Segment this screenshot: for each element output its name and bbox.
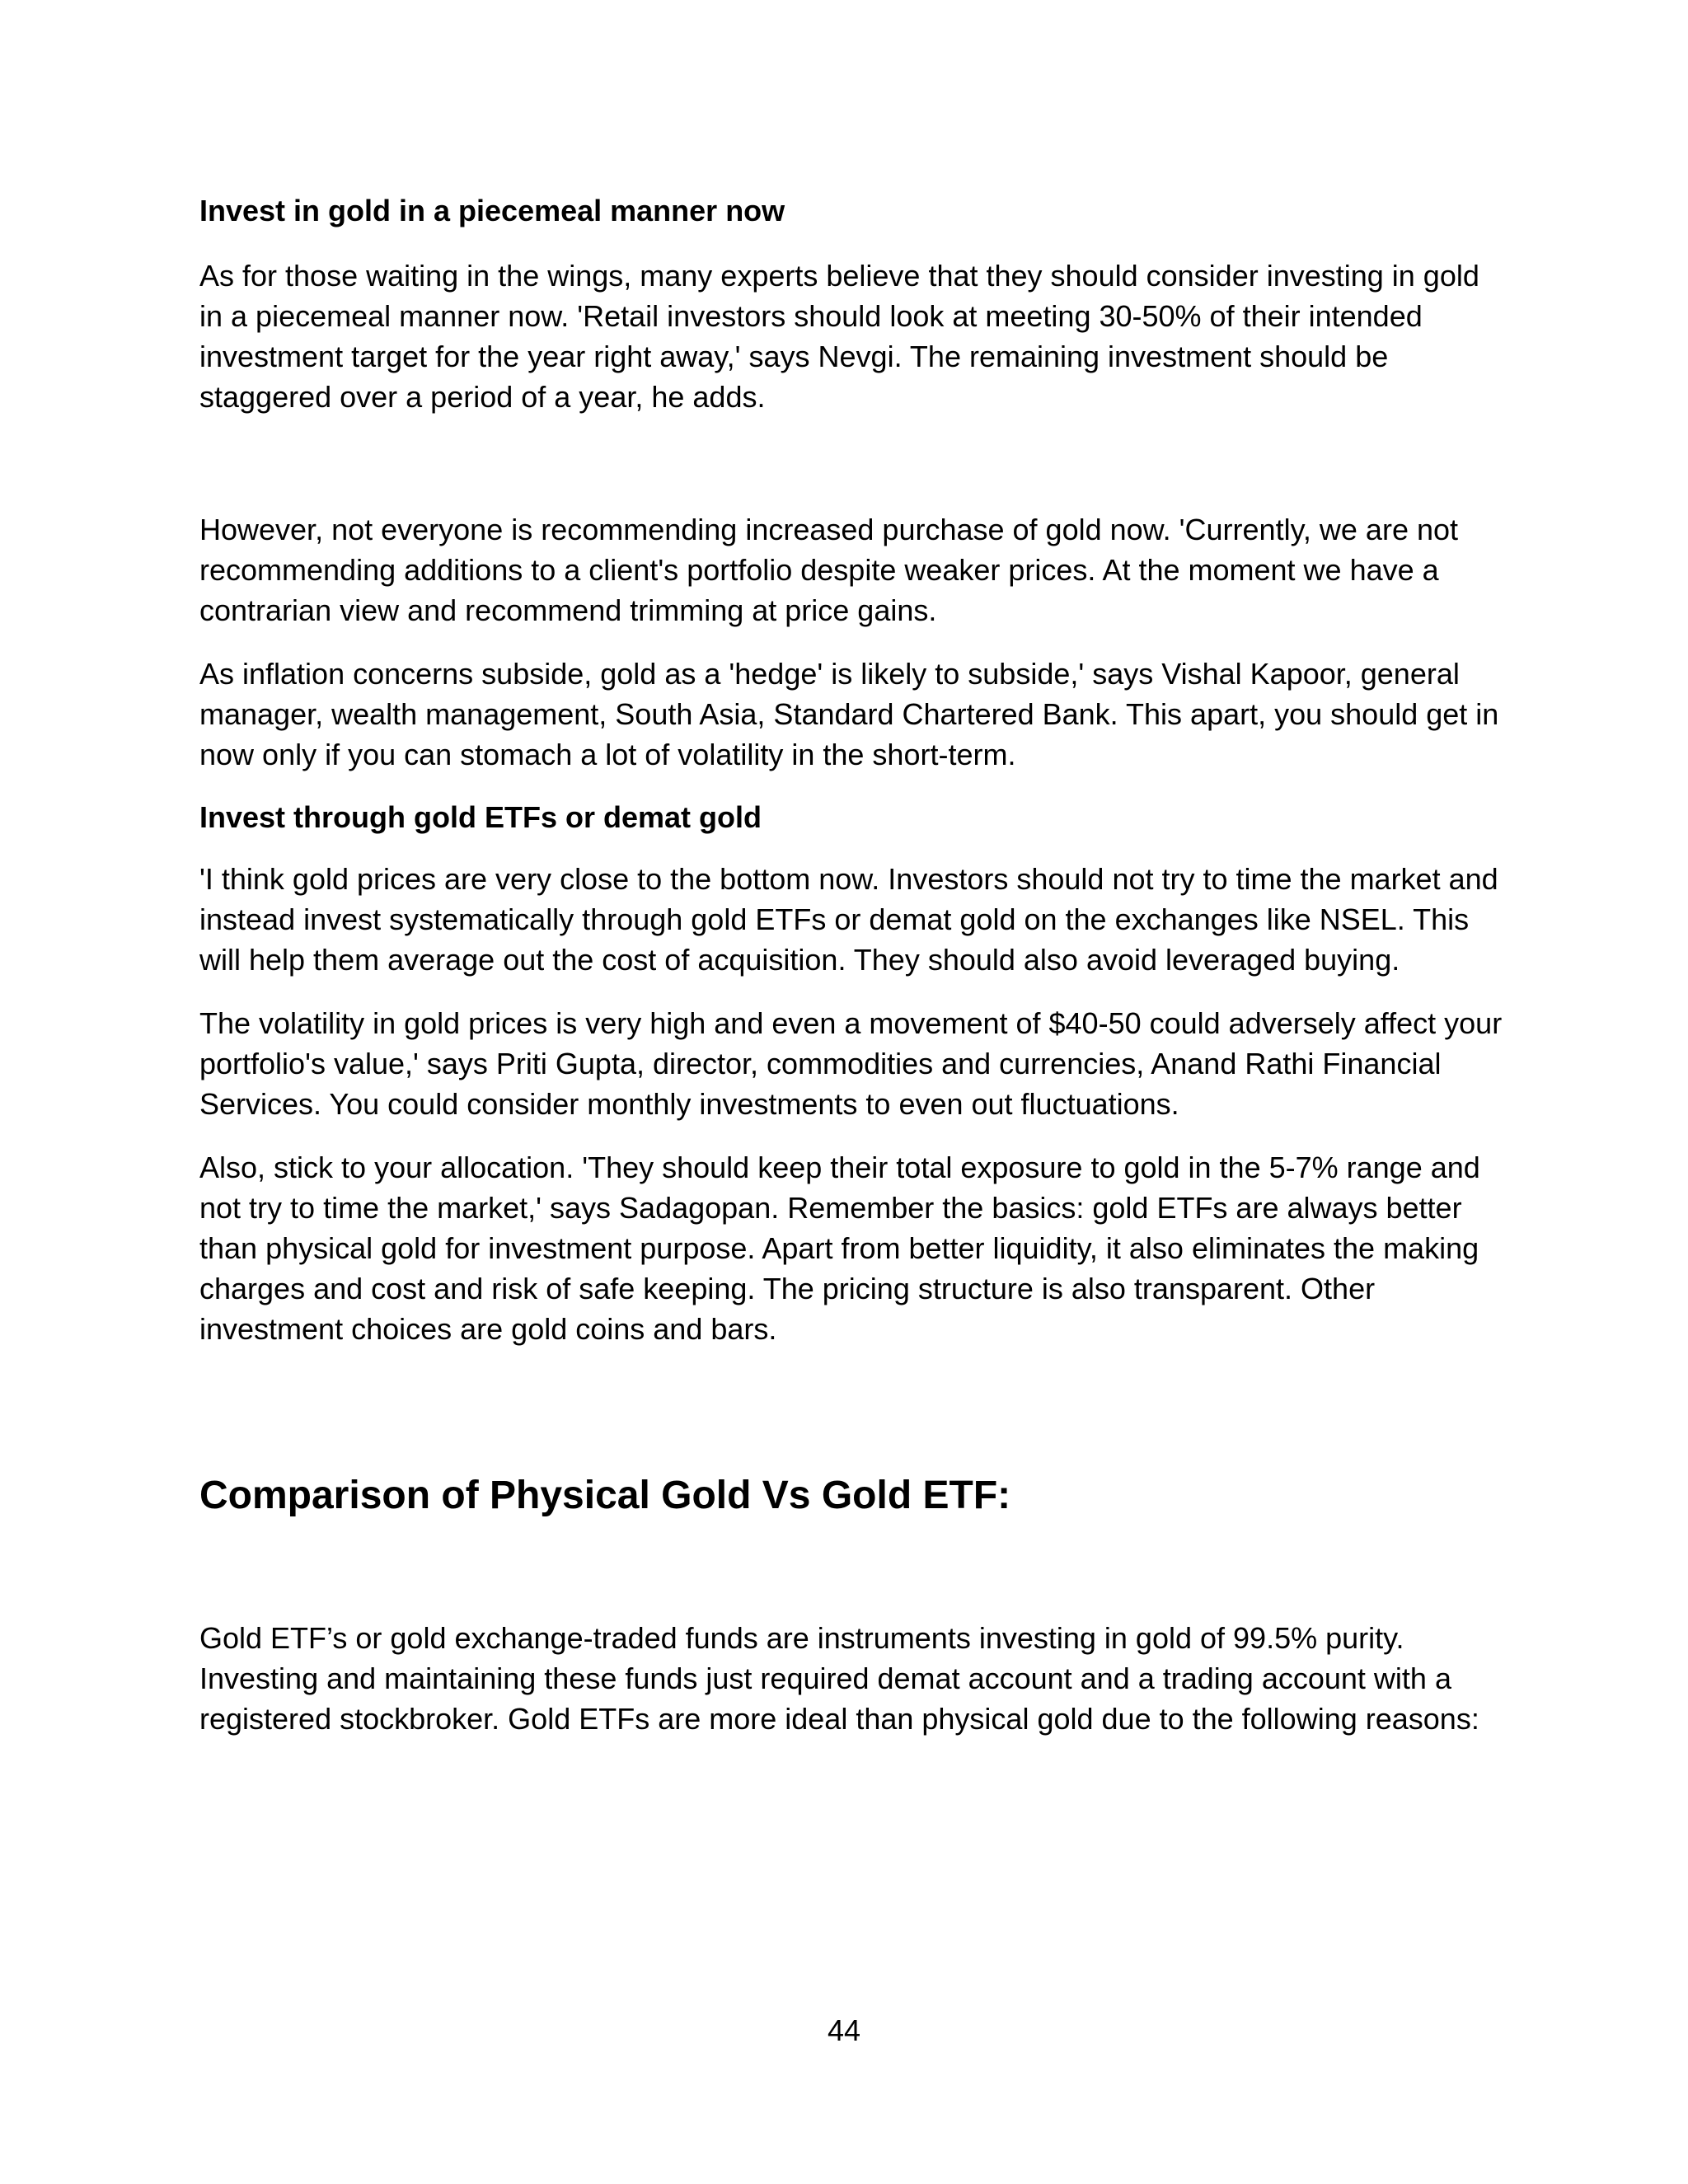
comparison-heading: Comparison of Physical Gold Vs Gold ETF: [199, 1474, 1011, 1517]
spacer [199, 1372, 1510, 1471]
paragraph-gold-etf-definition: Gold ETF’s or gold exchange-traded funds are instruments investing in gold of 99.5% purity. Investing and maintaining these funds just required demat account and a trading account with a registered stockbroker. Gold ETFs are more ideal than physical gold due to the following reasons: [199, 1621, 1479, 1736]
section-heading-gold-etfs: Invest through gold ETFs or demat gold [199, 800, 762, 834]
paragraph-inflation-concerns: As inflation concerns subside, gold as a 'hedge' is likely to subside,' says Vishal Kapoor, general manager, wealth management, South Asia, Standard Chartered Bank. This apart, you should get in now only if you can stomach a lot of volatility in the short-term. [199, 657, 1499, 771]
paragraph-bottom-now: 'I think gold prices are very close to the bottom now. Investors should not try to time the market and instead invest systematically through gold ETFs or demat gold on the exchanges like NSEL. This will help them average out the cost of acquisition. They should also avoid leveraged buying. [199, 862, 1498, 977]
paragraph-waiting-in-wings: As for those waiting in the wings, many experts believe that they should consider investing in gold in a piecemeal manner now. 'Retail investors should look at meeting 30-50% of their intended investment target for the year right away,' says Nevgi. The remaining investment should be staggered over a period of a year, he adds. [199, 259, 1479, 414]
spacer [199, 1521, 1510, 1618]
spacer [199, 440, 1510, 509]
page-number: 44 [827, 2013, 861, 2047]
section-heading-piecemeal: Invest in gold in a piecemeal manner now [199, 194, 785, 227]
paragraph-not-everyone: However, not everyone is recommending increased purchase of gold now. 'Currently, we are not recommending additions to a client's portfolio despite weaker prices. At the moment we have a contrarian view and recommend trimming at price gains. [199, 513, 1459, 627]
paragraph-allocation: Also, stick to your allocation. 'They should keep their total exposure to gold in the 5-7% range and not try to time the market,' says Sadagopan. Remember the basics: gold ETFs are always better than physical gold for investment purpose. Apart from better liquidity, it also eliminates the making charges and cost and risk of safe keeping. The pricing structure is also transparent. Other investment choices are gold coins and bars. [199, 1151, 1480, 1346]
page-content [199, 191, 1510, 1762]
paragraph-volatility: The volatility in gold prices is very high and even a movement of $40-50 could adversely affect your portfolio's value,' says Priti Gupta, director, commodities and currencies, Anand Rathi Financial Services. You could consider monthly investments to even out fluctuations. [199, 1006, 1503, 1121]
